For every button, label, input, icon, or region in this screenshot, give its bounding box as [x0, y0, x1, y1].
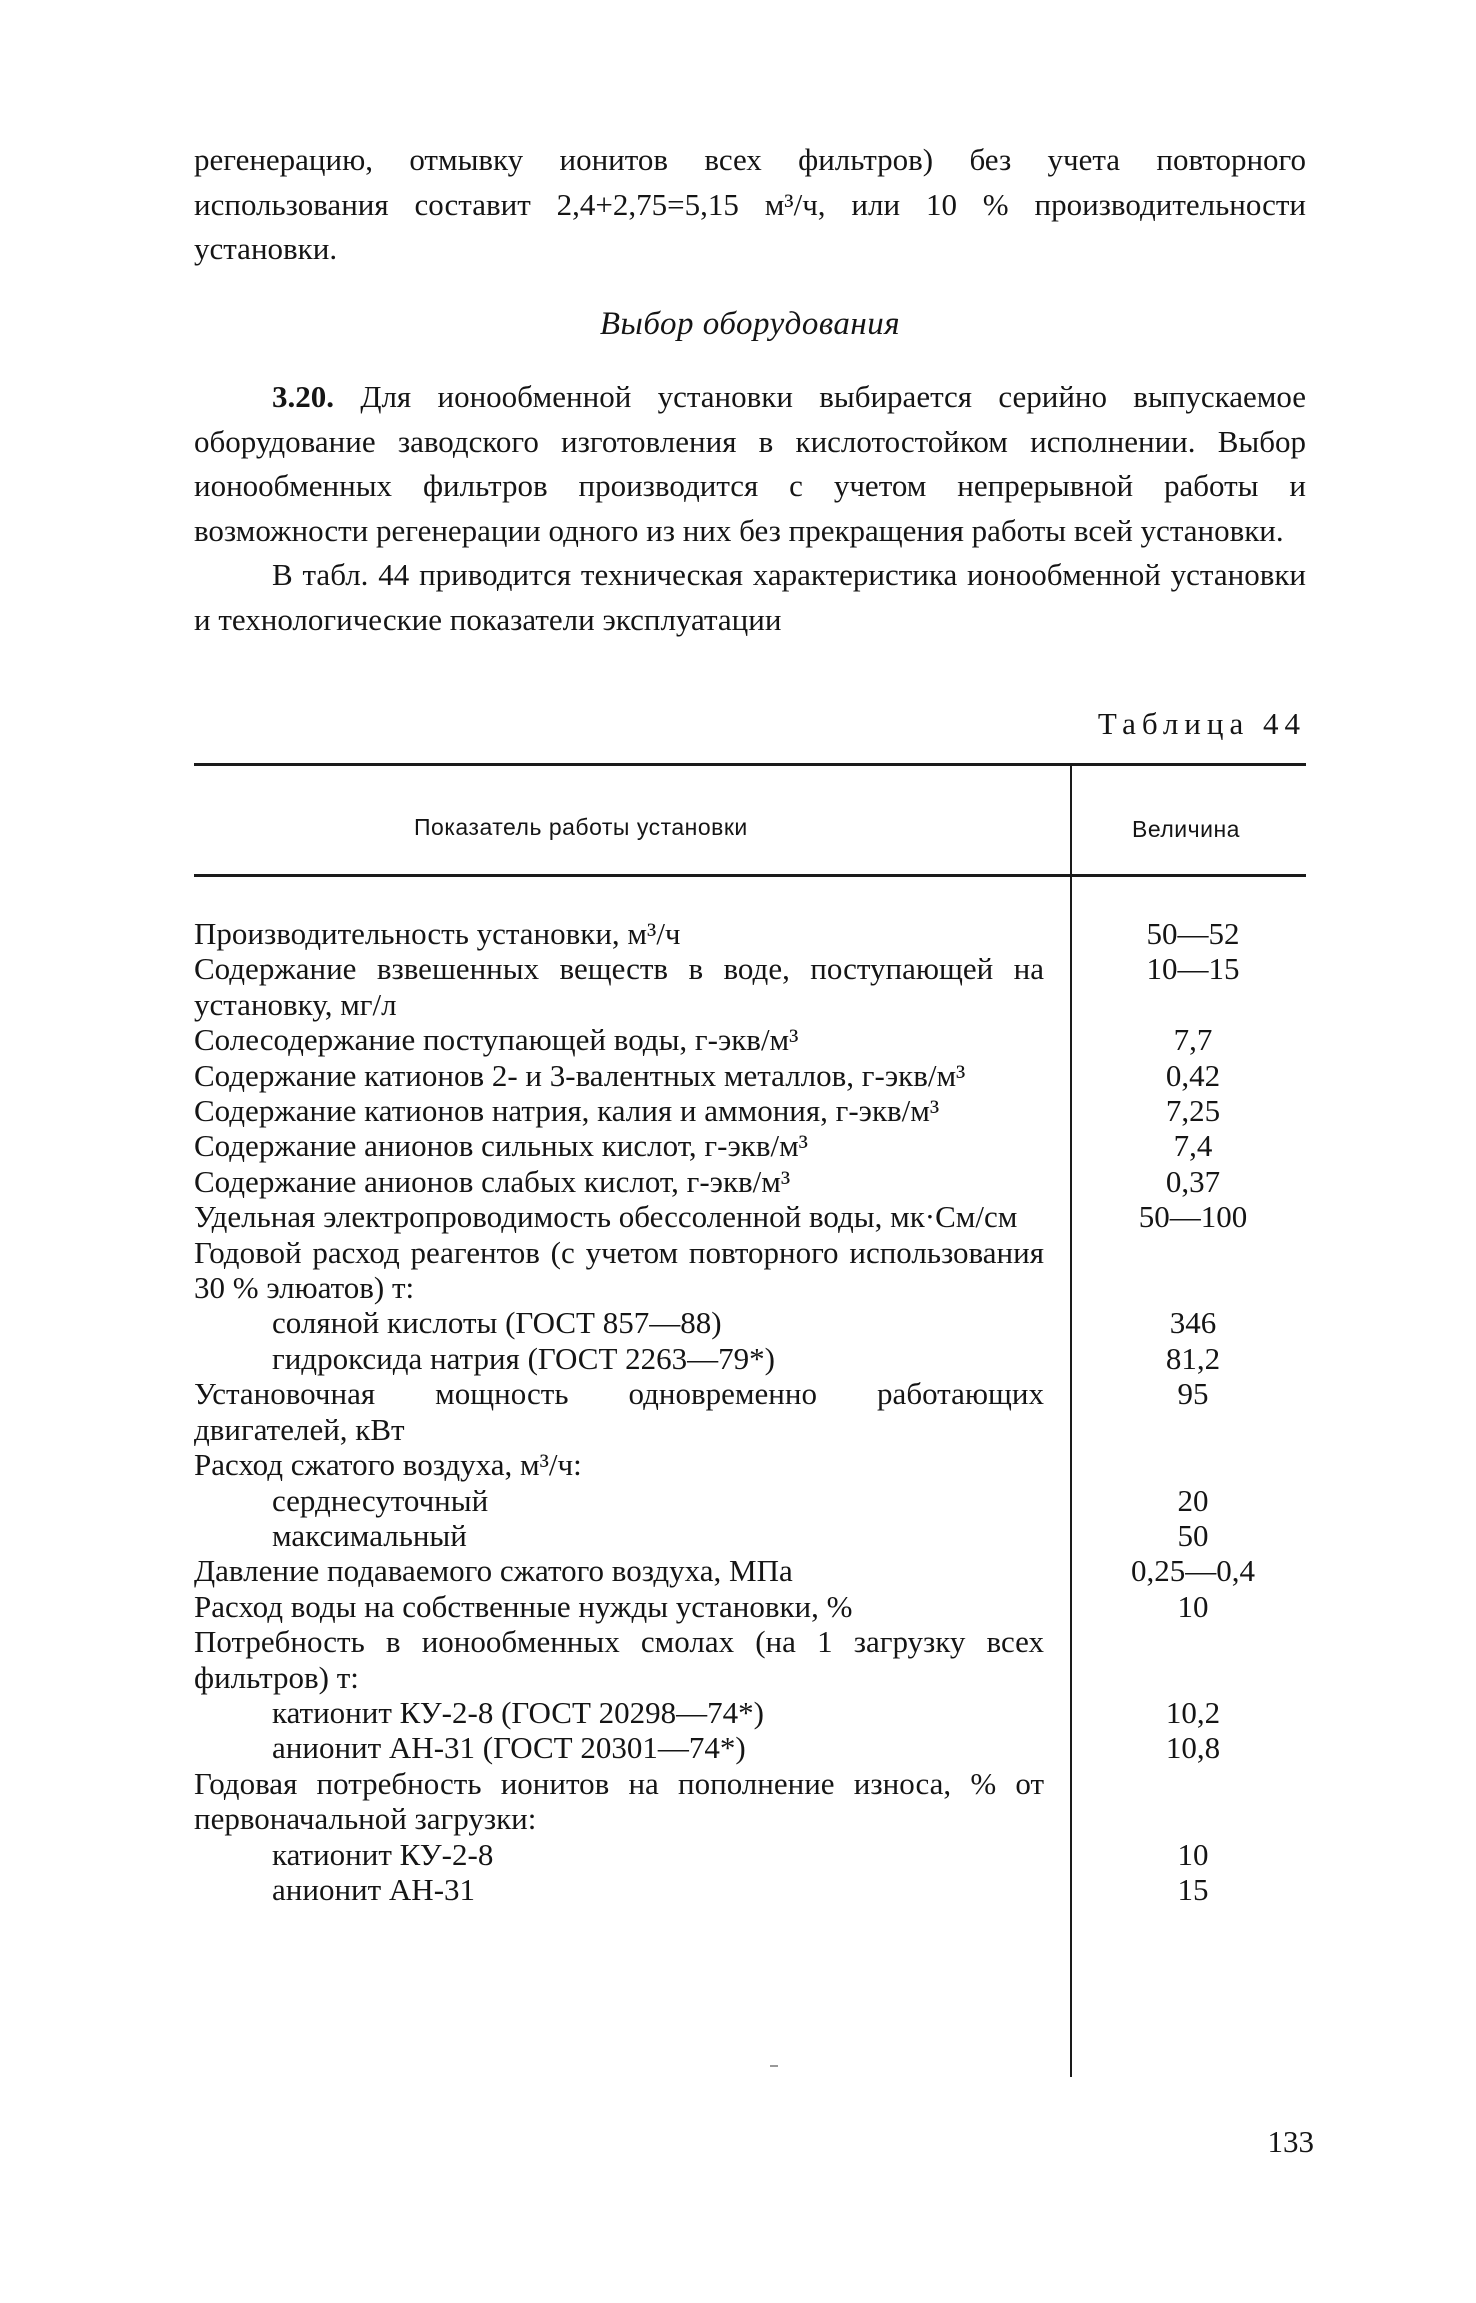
table-row [194, 1553, 1306, 1588]
table-row [194, 1589, 1306, 1624]
value-cell: 7,4 [1173, 1128, 1213, 1164]
indicator-cell: анионит АН-31 [272, 1871, 476, 1907]
table-row [194, 951, 1306, 1022]
page-number: 133 [1267, 2124, 1314, 2159]
intro-text [194, 138, 1306, 272]
paragraph-number: 3.20. [272, 379, 334, 414]
value-cell: 10,2 [1165, 1694, 1221, 1730]
value-cell: 0,25—0,4 [1131, 1553, 1255, 1589]
table-row [194, 1058, 1306, 1093]
value-cell: 10 [1177, 1588, 1209, 1624]
value-cell: 50—52 [1146, 916, 1240, 951]
value-cell: 10 [1177, 1836, 1209, 1872]
value-cell [1044, 1447, 1306, 1482]
indicator-cell: Расход воды на собственные нужды установки, % [194, 1588, 853, 1624]
table-row [194, 1447, 1306, 1482]
table-top-rule [194, 763, 1306, 766]
body-text [194, 375, 1306, 642]
indicator-cell: максимальный [272, 1517, 467, 1553]
value-cell [1044, 1624, 1306, 1695]
indicator-cell: Солесодержание поступающей воды, г-экв/м³ [194, 1022, 799, 1058]
value-cell: 0,42 [1165, 1057, 1221, 1093]
value-cell: 346 [1169, 1305, 1217, 1341]
table-row [194, 1376, 1306, 1447]
indicator-cell: Установочная мощность одновременно работающих двигателей, кВт [194, 1376, 1044, 1447]
value-cell: 95 [1177, 1376, 1209, 1412]
value-cell: 10,8 [1165, 1730, 1221, 1766]
indicator-cell: Содержание катионов натрия, калия и аммония, г-экв/м³ [194, 1093, 940, 1129]
value-cell: 50 [1177, 1517, 1209, 1553]
indicator-cell: Расход сжатого воздуха, м³/ч: [194, 1447, 582, 1483]
section-heading: Выбор оборудования [599, 306, 901, 342]
table-row [194, 1341, 1306, 1376]
table-body [194, 916, 1306, 1907]
table-row [194, 916, 1306, 951]
indicator-cell: Потребность в ионообменных смолах (на 1 загрузку всех фильтров) т: [194, 1624, 1044, 1695]
table-row [194, 1837, 1306, 1872]
print-speck [770, 2065, 778, 2067]
indicator-cell: гидроксида натрия (ГОСТ 2263—79*) [272, 1340, 775, 1376]
column-header-value: Величина [1132, 816, 1240, 842]
indicator-cell: Содержание анионов сильных кислот, г-экв/м³ [194, 1128, 808, 1164]
indicator-cell: Годовой расход реагентов (с учетом повторного использования 30 % элюатов) т: [194, 1234, 1044, 1306]
table-title: Таблица 44 [1097, 706, 1306, 741]
table-row [194, 1872, 1306, 1907]
table-row [194, 1022, 1306, 1057]
table-row [194, 1624, 1306, 1695]
table-row [194, 1199, 1306, 1234]
value-cell: 20 [1177, 1482, 1209, 1518]
table-row [194, 1766, 1306, 1837]
table-row [194, 1695, 1306, 1730]
indicator-cell: Содержание катионов 2- и 3-валентных металлов, г-экв/м³ [194, 1057, 966, 1093]
table-row [194, 1730, 1306, 1765]
indicator-cell: серднесуточный [272, 1482, 489, 1518]
paragraph-3-20 [194, 375, 1306, 553]
table-row [194, 1518, 1306, 1553]
header-column-divider [1070, 766, 1072, 874]
indicator-cell: Содержание анионов слабых кислот, г-экв/м³ [194, 1163, 791, 1199]
indicator-cell: анионит АН-31 (ГОСТ 20301—74*) [272, 1730, 746, 1766]
indicator-cell: Производительность установки, м³/ч [194, 916, 681, 951]
table-row [194, 1093, 1306, 1128]
indicator-cell: катионит КУ-2-8 [272, 1836, 494, 1872]
value-cell: 10—15 [1146, 951, 1240, 987]
table-row [194, 1305, 1306, 1340]
indicator-cell: Давление подаваемого сжатого воздуха, МПа [194, 1553, 793, 1589]
value-cell [1044, 1766, 1306, 1837]
value-cell: 15 [1177, 1871, 1209, 1907]
indicator-cell: Удельная электропроводимость обессоленной воды, мк·См/см [194, 1199, 1018, 1235]
indicator-cell: Содержание взвешенных веществ в воде, поступающей на установку, мг/л [194, 951, 1044, 1022]
value-cell [1044, 1235, 1306, 1306]
value-cell: 81,2 [1165, 1340, 1221, 1376]
value-cell: 7,25 [1165, 1093, 1221, 1129]
table-row [194, 1164, 1306, 1199]
table-row [194, 1128, 1306, 1163]
intro-paragraph: регенерацию, отмывку ионитов всех фильтров) без учета повторного использования составит 2,4+2,75=5,15 м³/ч, или 10 % производительности установки. [194, 142, 1306, 266]
table-row [194, 1235, 1306, 1306]
value-cell: 7,7 [1173, 1022, 1213, 1058]
table-header-rule [194, 874, 1306, 877]
value-cell: 50—100 [1138, 1199, 1248, 1235]
indicator-cell: соляной кислоты (ГОСТ 857—88) [272, 1305, 722, 1341]
column-header-indicator: Показатель работы установки [414, 814, 748, 840]
paragraph-table-ref: В табл. 44 приводится техническая характеристика ионообменной установки и технологические показатели эксплуатации [194, 557, 1306, 637]
table-row [194, 1483, 1306, 1518]
value-cell: 0,37 [1165, 1163, 1221, 1199]
indicator-cell: катионит КУ-2-8 (ГОСТ 20298—74*) [272, 1694, 764, 1730]
paragraph-3-20-text: Для ионообменной установки выбирается серийно выпускаемое оборудование заводского изготовления в кислотостойком исполнении. Выбор ионообменных фильтров производится с учетом непрерывной работы и возможности регенерации одного из них без прекращения работы всей установки. [194, 379, 1306, 548]
indicator-cell: Годовая потребность ионитов на пополнение износа, % от первоначальной загрузки: [194, 1765, 1044, 1837]
